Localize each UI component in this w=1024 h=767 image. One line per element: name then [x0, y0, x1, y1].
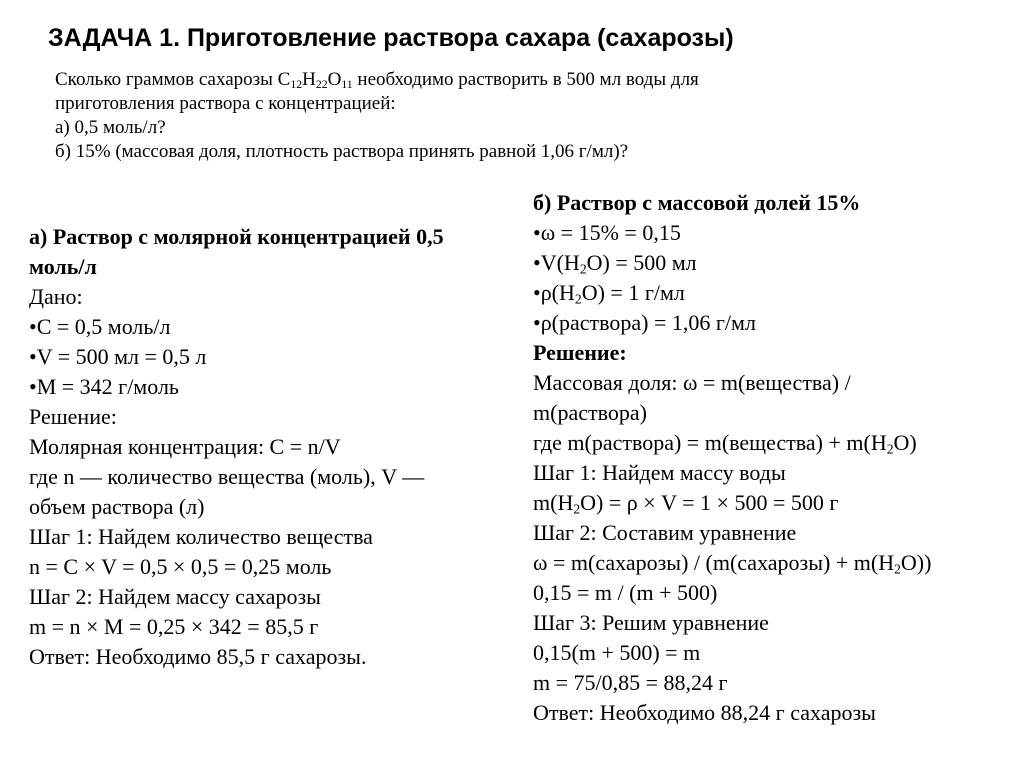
section-a-line-5: n = C × V = 0,5 × 0,5 = 0,25 моль: [29, 554, 332, 579]
section-b: [533, 188, 1013, 728]
section-b-heading: б) Раствор с массовой долей 15%: [533, 190, 861, 215]
section-a-heading-line-1: а) Раствор с молярной концентрацией 0,5: [29, 224, 444, 249]
section-b-line-7-prefix: ω = m(сахарозы) / (m(сахарозы) + m(H: [533, 550, 895, 575]
section-b-line-7: [533, 548, 1013, 578]
section-b-line-3-prefix: где m(раствора) = m(вещества) + m(H: [533, 430, 887, 455]
section-b-line-5-suffix: O) = ρ × V = 1 × 500 = 500 г: [580, 490, 839, 515]
section-b-line-9: Шаг 3: Решим уравнение: [533, 610, 769, 635]
section-a-given-concentration: • C = 0,5 моль/л: [29, 312, 519, 342]
formula-subscript-c: 12: [290, 77, 303, 91]
formula-subscript-o: 11: [341, 77, 353, 91]
section-a-line-3: объем раствора (л): [29, 494, 205, 519]
section-a-answer: Ответ: Необходимо 85,5 г сахарозы.: [29, 644, 367, 669]
section-b-line-5: [533, 488, 1013, 518]
section-a-line-2: где n — количество вещества (моль), V —: [29, 464, 425, 489]
section-b-line-4: Шаг 1: Найдем массу воды: [533, 460, 786, 485]
section-b-given-water-volume: [533, 248, 1013, 278]
section-a-given-molar-mass: • M = 342 г/моль: [29, 372, 519, 402]
section-b-line-1: Массовая доля: ω = m(вещества) /: [533, 370, 851, 395]
problem-line-2: приготовления раствора с концентрацией:: [55, 93, 396, 114]
section-a: [29, 222, 519, 672]
section-b-line-2: m(раствора): [533, 400, 647, 425]
formula-oxygen: O: [327, 69, 342, 90]
section-a-line-1: Молярная концентрация: C = n/V: [29, 434, 341, 459]
section-b-line-5-subscript: 2: [573, 501, 581, 517]
problem-line-1-suffix: необходимо растворить в 500 мл воды для: [352, 69, 699, 90]
section-a-line-7: m = n × M = 0,25 × 342 = 85,5 г: [29, 614, 319, 639]
section-b-line-10: 0,15(m + 500) = m: [533, 640, 701, 665]
problem-statement: [55, 68, 995, 164]
section-b-line-5-prefix: m(H: [533, 490, 574, 515]
section-b-line-7-suffix: O)): [900, 550, 932, 575]
section-a-solution-label: Решение:: [29, 404, 117, 429]
section-b-given-2-suffix: O) = 500 мл: [586, 250, 697, 275]
section-b-line-3-subscript: 2: [886, 441, 894, 457]
section-a-given-volume: • V = 500 мл = 0,5 л: [29, 342, 519, 372]
section-b-line-3-suffix: O): [893, 430, 917, 455]
section-b-given-3-prefix: ρ(H: [540, 280, 575, 305]
section-a-given-label: Дано:: [29, 284, 83, 309]
section-b-given-3-subscript: 2: [574, 291, 582, 307]
section-b-line-8: 0,15 = m / (m + 500): [533, 580, 718, 605]
section-b-given-2-subscript: 2: [579, 261, 587, 277]
formula-subscript-h: 22: [315, 77, 328, 91]
section-a-heading-line-2: моль/л: [29, 254, 97, 279]
section-a-line-6: Шаг 2: Найдем массу сахарозы: [29, 584, 321, 609]
problem-line-1-prefix: Сколько граммов сахарозы C: [55, 69, 291, 90]
section-b-line-3: [533, 428, 1013, 458]
problem-line-1: [55, 68, 995, 92]
section-a-line-4: Шаг 1: Найдем количество вещества: [29, 524, 373, 549]
section-b-given-2-prefix: V(H: [540, 250, 580, 275]
section-b-answer: Ответ: Необходимо 88,24 г сахарозы: [533, 700, 876, 725]
section-b-line-11: m = 75/0,85 = 88,24 г: [533, 670, 728, 695]
section-b-given-mass-fraction: • ω = 15% = 0,15: [533, 218, 1013, 248]
section-b-given-solution-density: • ρ(раствора) = 1,06 г/мл: [533, 308, 1013, 338]
problem-line-3: а) 0,5 моль/л?: [55, 117, 166, 138]
section-b-given-water-density: [533, 278, 1013, 308]
section-b-solution-label: Решение:: [533, 340, 627, 365]
formula-hydrogen: H: [302, 69, 316, 90]
section-b-line-6: Шаг 2: Составим уравнение: [533, 520, 797, 545]
section-b-given-3-suffix: O) = 1 г/мл: [581, 280, 685, 305]
page-title: ЗАДАЧА 1. Приготовление раствора сахара (сахарозы): [48, 24, 734, 52]
problem-line-4: б) 15% (массовая доля, плотность раствора принять равной 1,06 г/мл)?: [55, 141, 629, 162]
section-b-line-7-subscript: 2: [894, 561, 901, 577]
